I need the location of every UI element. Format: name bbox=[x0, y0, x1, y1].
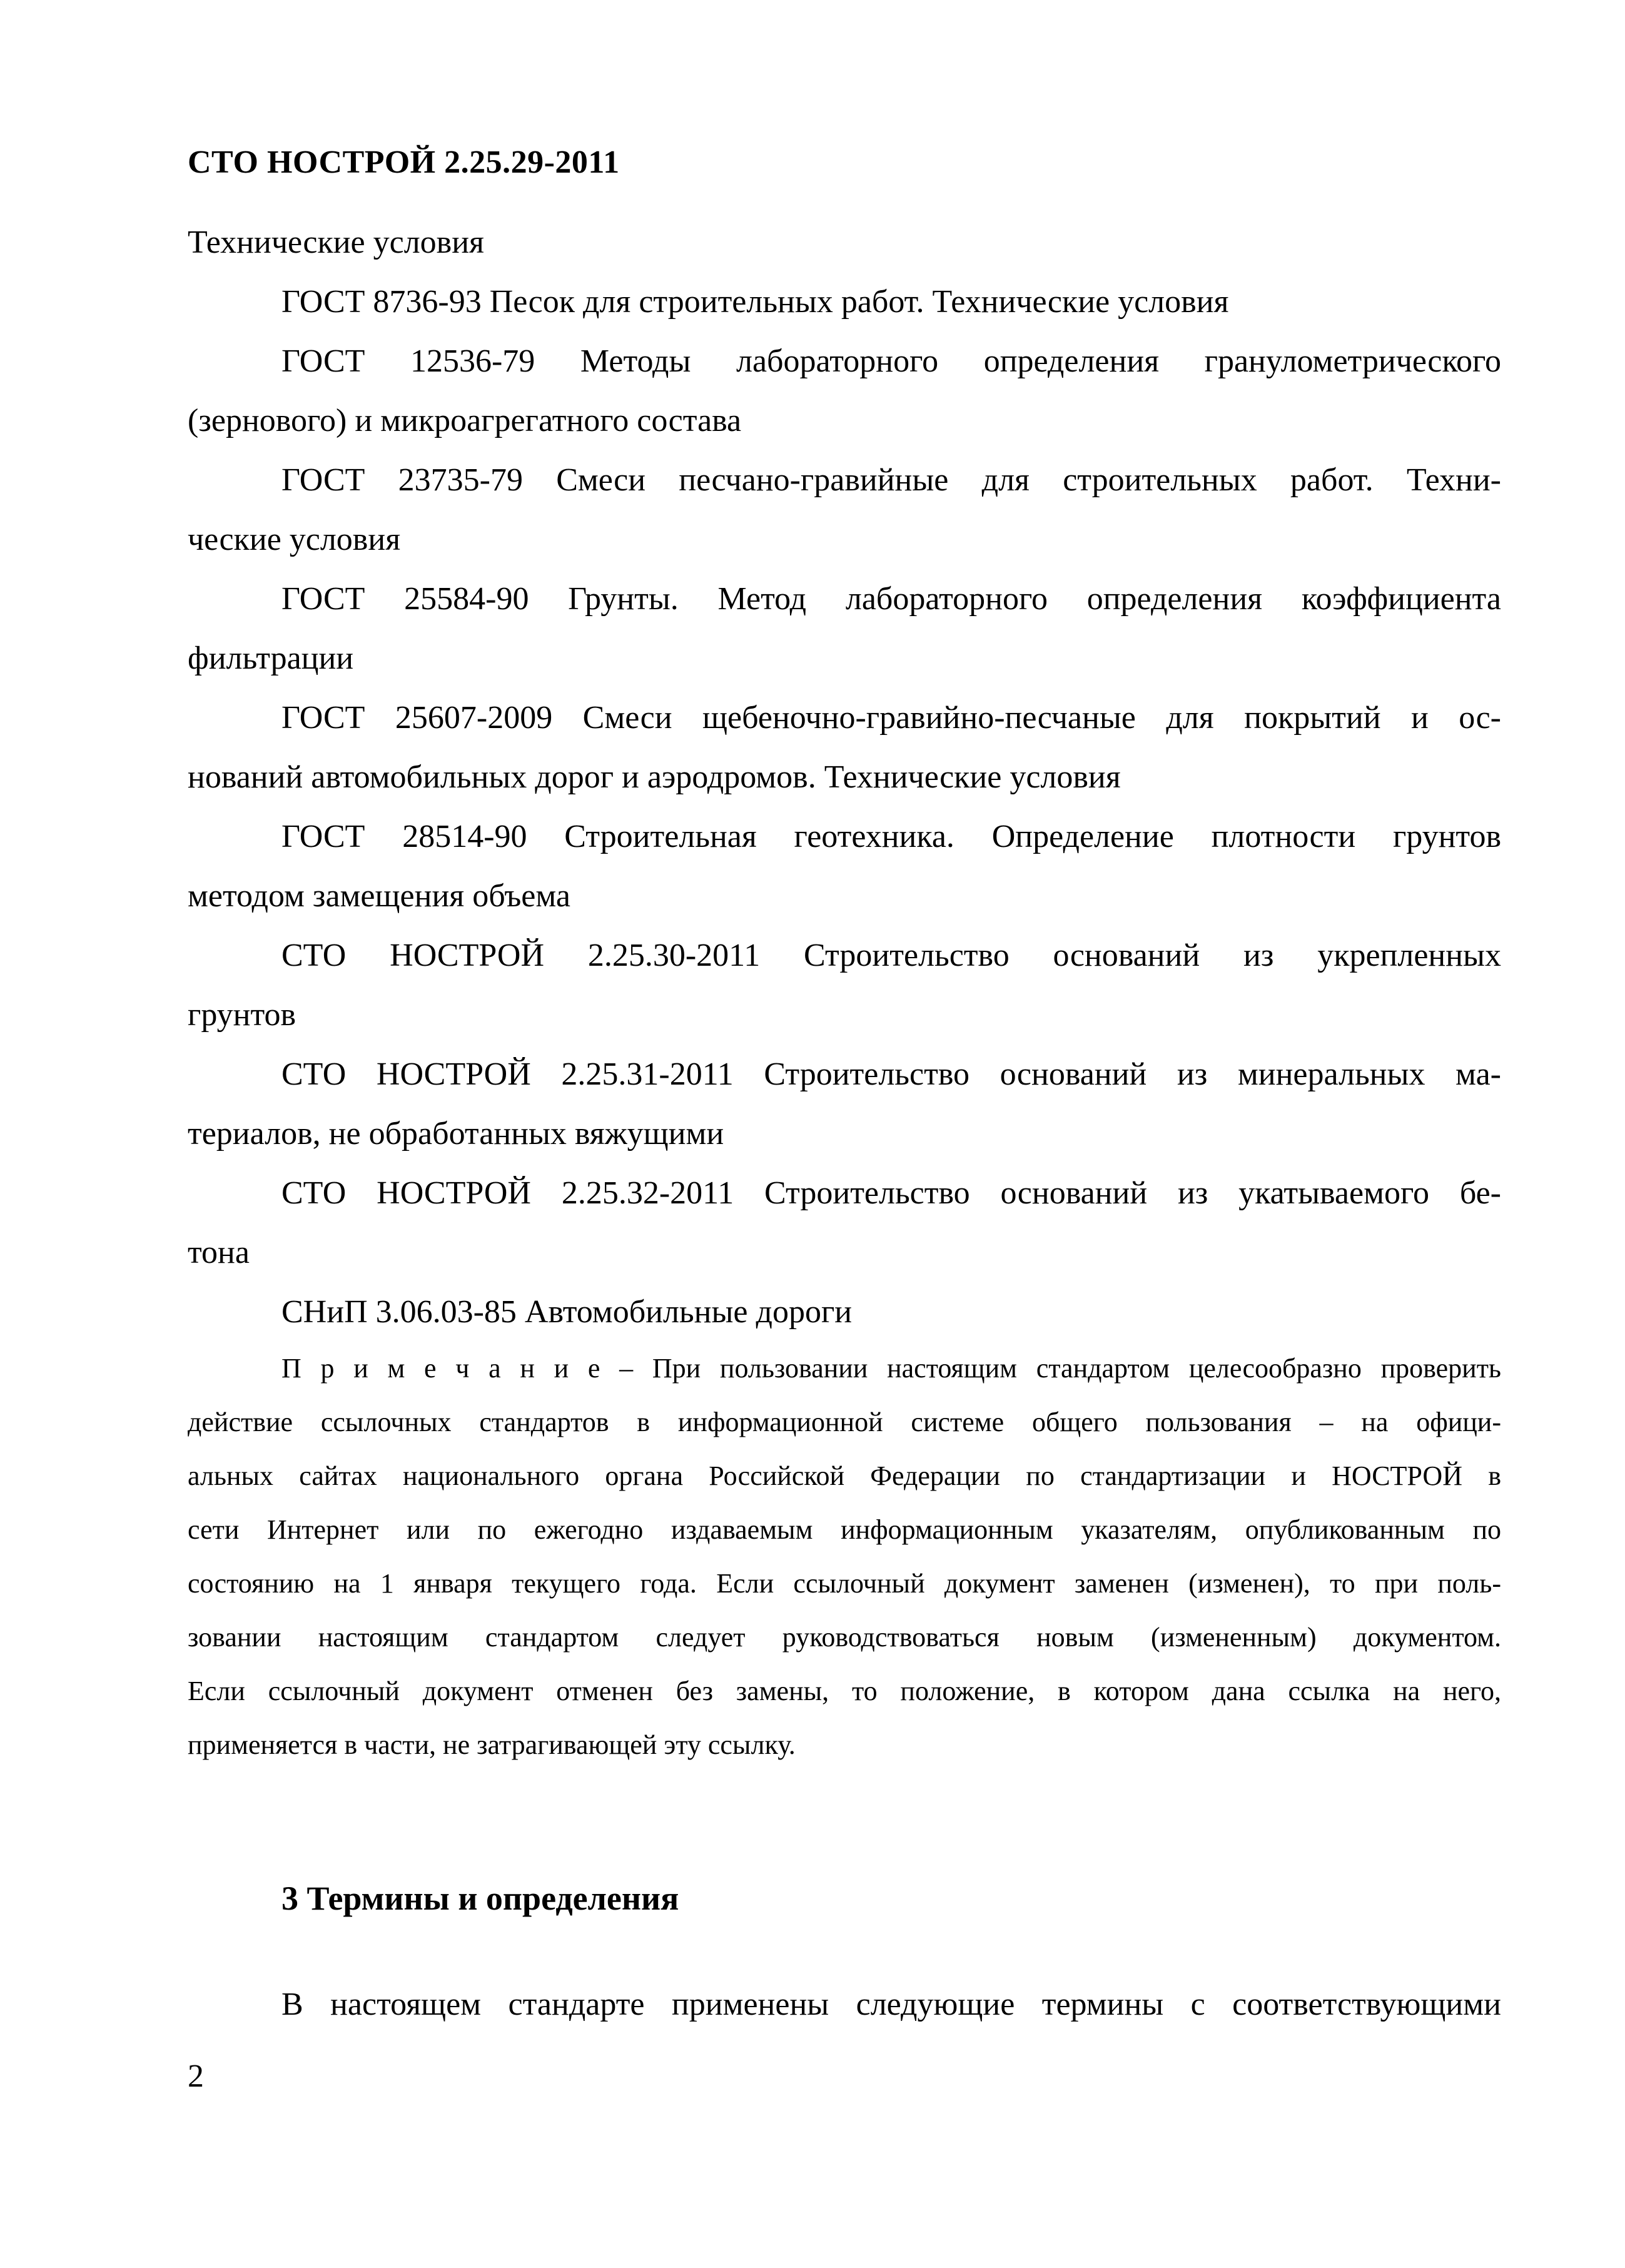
text-line: ГОСТ 12536-79 Методы лабораторного определения гранулометрического bbox=[281, 343, 1501, 379]
text-line: методом замещения объема bbox=[188, 878, 570, 914]
reference-paragraph bbox=[188, 332, 1501, 450]
text-line: ГОСТ 25607-2009 Смеси щебеночно-гравийно-песчаные для покрытий и ос- bbox=[281, 700, 1501, 736]
reference-paragraph bbox=[188, 1282, 1501, 1342]
running-header: СТО НОСТРОЙ 2.25.29-2011 bbox=[188, 144, 620, 180]
text-line: СТО НОСТРОЙ 2.25.32-2011 Строительство оснований из укатываемого бе- bbox=[281, 1175, 1501, 1211]
text-line: тона bbox=[188, 1235, 250, 1270]
reference-paragraph bbox=[188, 569, 1501, 688]
text-line: СТО НОСТРОЙ 2.25.31-2011 Строительство оснований из минеральных ма- bbox=[281, 1056, 1501, 1092]
reference-paragraph bbox=[188, 1045, 1501, 1163]
reference-paragraph bbox=[188, 272, 1501, 332]
reference-paragraph bbox=[188, 213, 1501, 272]
text-line: альных сайтах национального органа Российской Федерации по стандартизации и НОСТРОЙ в bbox=[188, 1461, 1501, 1491]
reference-paragraph bbox=[188, 807, 1501, 926]
text-line: ГОСТ 23735-79 Смеси песчано-гравийные для строительных работ. Техни- bbox=[281, 462, 1501, 498]
page-number: 2 bbox=[188, 2058, 204, 2094]
text-line: (зернового) и микроагрегатного состава bbox=[188, 403, 742, 438]
references-flow bbox=[188, 213, 1501, 1772]
section-heading: 3 Термины и определения bbox=[281, 1880, 679, 1917]
text-line: нований автомобильных дорог и аэродромов. Технические условия bbox=[188, 759, 1121, 795]
text-line: СТО НОСТРОЙ 2.25.30-2011 Строительство оснований из укрепленных bbox=[281, 938, 1501, 973]
reference-paragraph bbox=[188, 1163, 1501, 1282]
text-line: зовании настоящим стандартом следует руководствоваться новым (измененным) документом. bbox=[188, 1622, 1501, 1653]
text-line: действие ссылочных стандартов в информационной системе общего пользования – на офици- bbox=[188, 1407, 1501, 1437]
reference-paragraph bbox=[188, 688, 1501, 807]
text-line: фильтрации bbox=[188, 640, 354, 676]
text-line: Если ссылочный документ отменен без замены, то положение, в котором дана ссылка на него, bbox=[188, 1676, 1501, 1706]
section-first-line: В настоящем стандарте применены следующие термины с соответствующими bbox=[281, 1987, 1501, 2022]
text-line: П р и м е ч а н и е – При пользовании настоящим стандартом целесообразно проверить bbox=[281, 1353, 1501, 1384]
text-line: СНиП 3.06.03-85 Автомобильные дороги bbox=[281, 1294, 853, 1330]
text-line: сети Интернет или по ежегодно издаваемым информационным указателям, опубликованным по bbox=[188, 1514, 1501, 1545]
note-paragraph bbox=[188, 1342, 1501, 1772]
reference-paragraph bbox=[188, 926, 1501, 1045]
text-line: териалов, не обработанных вяжущими bbox=[188, 1116, 724, 1152]
text-line: ГОСТ 8736-93 Песок для строительных работ. Технические условия bbox=[281, 284, 1229, 320]
text-line: грунтов bbox=[188, 997, 296, 1033]
text-line: применяется в части, не затрагивающей эту ссылку. bbox=[188, 1729, 796, 1760]
text-line: состоянию на 1 января текущего года. Если ссылочный документ заменен (изменен), то при поль- bbox=[188, 1568, 1501, 1599]
text-line: ГОСТ 28514-90 Строительная геотехника. Определение плотности грунтов bbox=[281, 819, 1501, 854]
text-line: Технические условия bbox=[188, 225, 484, 260]
text-line: ческие условия bbox=[188, 522, 401, 557]
reference-paragraph bbox=[188, 450, 1501, 569]
text-line: ГОСТ 25584-90 Грунты. Метод лабораторного определения коэффициента bbox=[281, 581, 1501, 617]
